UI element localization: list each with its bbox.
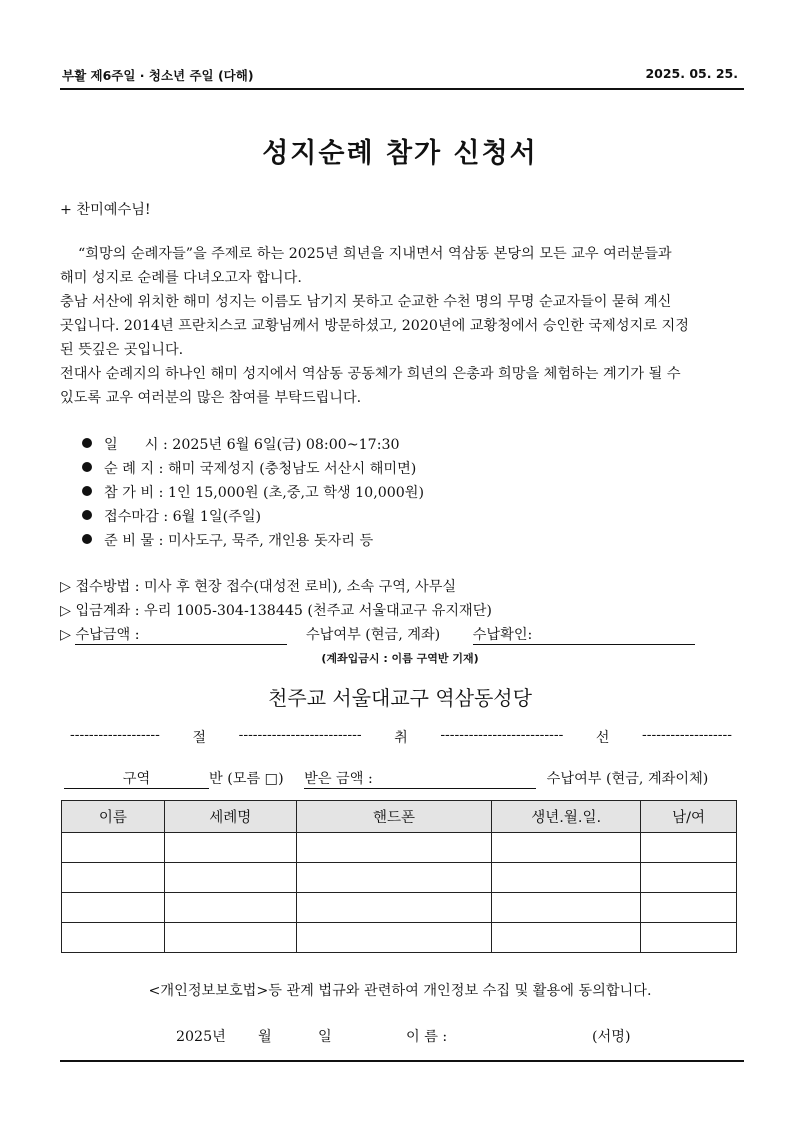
intro-line: “희망의 순례자들”을 주제로 하는 2025년 희년을 지내면서 역삼동 본당의 모든 교우 여러분들과 (78, 246, 672, 262)
page-title: 성지순례 참가 신청서 (262, 138, 538, 169)
note-method-text: 접수방법 : 미사 후 현장 접수(대성전 로비), 소속 구역, 사무실 (75, 579, 457, 595)
ban-label: 반 (모름 □) (209, 771, 284, 787)
sign-signature[interactable]: (서명) (592, 1029, 631, 1045)
detail-value: : 1인 15,000원 (초,중,고 학생 10,000원) (158, 485, 425, 501)
details-list (82, 434, 424, 554)
table-cell[interactable] (296, 833, 492, 863)
greeting: + 찬미예수님! (60, 202, 151, 218)
amount-label: 수납금액 : (75, 627, 140, 643)
detail-item (82, 434, 424, 458)
table-cell[interactable] (492, 863, 641, 893)
note-payment (60, 624, 740, 645)
header-date: 2025. 05. 25. (645, 66, 738, 81)
detail-item (82, 506, 424, 530)
table-cell[interactable] (62, 923, 165, 953)
sign-name-label: 이 름 : (406, 1029, 448, 1045)
detail-label: 접수마감 (104, 509, 159, 525)
header-rule (60, 88, 744, 90)
paid-status-label: 수납여부 (현금, 계좌이체) (546, 771, 709, 787)
received-label: 받은 금액 : (304, 771, 373, 787)
table-row (62, 863, 737, 893)
detail-value: : 해미 국제성지 (충청남도 서산시 해미면) (158, 461, 417, 477)
table-cell[interactable] (164, 863, 296, 893)
table-cell[interactable] (641, 893, 737, 923)
intro-line: 있도록 교우 여러분의 많은 참여를 부탁드립니다. (60, 390, 362, 406)
bullet-icon (82, 462, 92, 472)
paid-label: 수납여부 (현금, 계좌) (305, 627, 441, 643)
bullet-icon (82, 534, 92, 544)
detail-value: : 2025년 6월 6일(금) 08:00~17:30 (163, 437, 400, 453)
triangle-icon: ▷ (60, 627, 71, 643)
detail-label: 일 시 (104, 437, 159, 453)
cut-label: 선 (595, 730, 610, 746)
sign-year: 2025년 (176, 1029, 226, 1045)
intro-line: 곳입니다. 2014년 프란치스코 교황님께서 방문하셨고, 2020년에 교황청에서 승인한 국제성지로 지정 (60, 318, 689, 334)
table-cell[interactable] (492, 833, 641, 863)
detail-item (82, 530, 424, 554)
district-label: 구역 (122, 771, 151, 787)
transfer-note: (계좌입금시 : 이름 구역반 기재) (321, 652, 479, 665)
column-header: 남/여 (641, 801, 737, 833)
note-account-text: 입금계좌 : 우리 1005-304-138445 (천주교 서울대교구 유지재단) (75, 603, 492, 619)
intro-line: 된 뜻깊은 곳입니다. (60, 342, 184, 358)
table-cell[interactable] (164, 893, 296, 923)
table-cell[interactable] (296, 923, 492, 953)
applicant-table (61, 800, 737, 953)
amount-field[interactable] (75, 624, 287, 645)
detail-item (82, 482, 424, 506)
table-row (62, 923, 737, 953)
column-header: 핸드폰 (296, 801, 492, 833)
cut-dashes: ------------------- (70, 727, 160, 743)
cut-label: 취 (394, 730, 408, 746)
confirm-field[interactable] (473, 624, 695, 645)
detail-value: : 미사도구, 묵주, 개인용 돗자리 등 (158, 533, 374, 549)
cut-dashes: ------------------- (642, 727, 732, 743)
table-cell[interactable] (641, 923, 737, 953)
detail-label: 참 가 비 (104, 485, 155, 501)
detail-item (82, 458, 424, 482)
cut-line (70, 727, 732, 747)
triangle-icon: ▷ (60, 579, 71, 595)
table-cell[interactable] (296, 893, 492, 923)
table-cell[interactable] (62, 863, 165, 893)
sign-month: 월 (258, 1029, 272, 1045)
intro-paragraph (60, 242, 742, 410)
intro-line: 충남 서산에 위치한 해미 성지는 이름도 남기지 못하고 순교한 수천 명의 무명 순교자들이 묻혀 계신 (60, 294, 672, 310)
column-header: 세례명 (164, 801, 296, 833)
bullet-icon (82, 510, 92, 520)
table-header (62, 801, 737, 833)
table-cell[interactable] (492, 893, 641, 923)
detail-value: : 6월 1일(주일) (163, 509, 262, 525)
bullet-icon (82, 438, 92, 448)
bullet-icon (82, 486, 92, 496)
triangle-icon: ▷ (60, 603, 71, 619)
note-account (60, 600, 492, 620)
cut-dashes: -------------------------- (440, 727, 564, 743)
intro-line: 해미 성지로 순례를 다녀오고자 합니다. (60, 270, 302, 286)
table-cell[interactable] (164, 833, 296, 863)
header-left: 부활 제6주일 · 청소년 주일 (다해) (62, 68, 254, 83)
cut-label: 절 (192, 730, 207, 746)
district-field[interactable] (64, 768, 209, 789)
column-header: 생년.월.일. (492, 801, 641, 833)
sign-day: 일 (318, 1029, 332, 1045)
form-line (64, 768, 708, 789)
detail-label: 준 비 물 (104, 533, 155, 549)
table-row (62, 893, 737, 923)
table-cell[interactable] (492, 923, 641, 953)
intro-line: 전대사 순례지의 하나인 해미 성지에서 역삼동 공동체가 희년의 은총과 희망을 체험하는 계기가 될 수 (60, 366, 681, 382)
received-field[interactable] (304, 768, 536, 789)
parish-name: 천주교 서울대교구 역삼동성당 (268, 686, 532, 710)
footer-rule (60, 1060, 744, 1062)
table-cell[interactable] (164, 923, 296, 953)
column-header: 이름 (62, 801, 165, 833)
consent-text: <개인정보보호법>등 관계 법규와 관련하여 개인정보 수집 및 활용에 동의합니다. (148, 983, 652, 999)
table-cell[interactable] (641, 863, 737, 893)
detail-label: 순 례 지 (104, 461, 155, 477)
table-cell[interactable] (62, 893, 165, 923)
note-method (60, 576, 456, 596)
table-cell[interactable] (62, 833, 165, 863)
confirm-label: 수납확인: (472, 627, 533, 643)
table-cell[interactable] (296, 863, 492, 893)
cut-dashes: -------------------------- (238, 727, 362, 743)
table-row (62, 833, 737, 863)
table-cell[interactable] (641, 833, 737, 863)
